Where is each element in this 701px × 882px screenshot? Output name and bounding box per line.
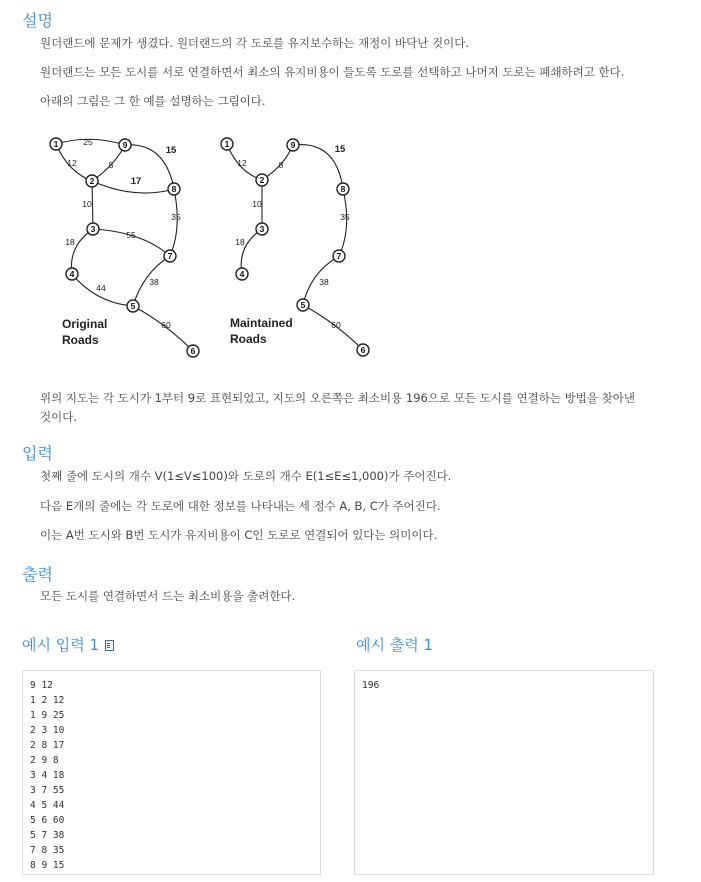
output-paragraph-1: 모든 도시를 연결하면서 드는 최소비용을 출려한다. xyxy=(40,589,296,603)
kept-edge-2-9 xyxy=(262,145,293,180)
description-paragraph-3: 아래의 그림은 그 한 예를 설명하는 그림이다. xyxy=(40,94,266,108)
description-paragraph-4-line-2: 것이다. xyxy=(40,410,77,424)
kept-weight-2-3: 10 xyxy=(252,199,262,209)
node-3: 3 xyxy=(90,224,96,234)
kept-edge-8-7 xyxy=(339,189,347,256)
weight-2-3: 10 xyxy=(82,199,92,209)
input-paragraph-2: 다음 E개의 줄에는 각 도로에 대한 정보를 나타내는 세 정수 A, B, C가 주어진다. xyxy=(40,499,441,513)
original-roads-label-1: Original xyxy=(62,317,108,331)
output-heading: 출력 xyxy=(22,565,53,584)
weight-2-9: 8 xyxy=(108,160,114,170)
weight-7-5: 38 xyxy=(149,277,159,287)
node-2: 2 xyxy=(89,176,95,186)
node-4: 4 xyxy=(69,269,75,279)
input-paragraph-1: 첫째 줄에 도시의 개수 V(1≤V≤100)와 도로의 개수 E(1≤E≤1,000)가 주어진다. xyxy=(40,469,452,483)
weight-5-6: 60 xyxy=(161,320,171,330)
original-roads-label-2: Roads xyxy=(62,333,99,347)
weight-1-2: 12 xyxy=(67,158,77,168)
kept-node-2: 2 xyxy=(259,175,265,185)
kept-node-9: 9 xyxy=(290,140,296,150)
edge-3-4 xyxy=(71,229,93,274)
kept-weight-9-8: 15 xyxy=(334,144,346,155)
weight-3-7: 55 xyxy=(126,230,136,240)
kept-node-1: 1 xyxy=(224,139,230,149)
weight-3-4: 18 xyxy=(65,237,75,247)
description-paragraph-2: 원더랜드는 모든 도시를 서로 연결하면서 최소의 유지비용이 들도록 도로를 선택하고 나머지 도로는 폐쇄하려고 한다. xyxy=(40,65,625,79)
node-9: 9 xyxy=(122,140,128,150)
node-6: 6 xyxy=(190,346,196,356)
node-7: 7 xyxy=(167,251,173,261)
node-8: 8 xyxy=(171,184,177,194)
kept-weight-1-2: 12 xyxy=(237,158,247,168)
kept-weight-2-9: 8 xyxy=(278,160,284,170)
edge-2-3 xyxy=(92,181,93,229)
weight-8-7: 35 xyxy=(171,212,181,222)
kept-node-3: 3 xyxy=(259,224,265,234)
sample-input-title-text: 예시 입력 1 xyxy=(22,636,100,654)
description-paragraph-4-line-1: 위의 지도는 각 도시가 1부터 9로 표현되었고, 지도의 오른쪽은 최소비용 196으로 모든 도시를 연결하는 방법을 찾아낸 xyxy=(40,391,635,405)
description-heading: 설명 xyxy=(22,11,53,30)
kept-node-5: 5 xyxy=(300,300,306,310)
kept-weight-7-5: 38 xyxy=(319,277,329,287)
maintained-roads-label-2: Roads xyxy=(230,332,267,346)
kept-weight-3-4: 18 xyxy=(235,237,245,247)
input-heading: 입력 xyxy=(22,444,53,463)
description-paragraph-1: 원더랜드에 문제가 생겼다. 원더랜드의 각 도로를 유지보수하는 재정이 바닥난 것이다. xyxy=(40,36,470,50)
node-5: 5 xyxy=(130,301,136,311)
kept-weight-5-6: 60 xyxy=(331,320,341,330)
kept-node-4: 4 xyxy=(239,269,245,279)
edge-8-7 xyxy=(170,189,177,256)
weight-9-8: 15 xyxy=(165,145,177,156)
kept-weight-8-7: 35 xyxy=(340,212,350,222)
sample-input-title xyxy=(22,634,114,655)
sample-output-box[interactable]: 196 xyxy=(354,670,654,875)
kept-edge-3-4 xyxy=(241,229,262,274)
copy-icon[interactable] xyxy=(105,640,114,651)
kept-node-8: 8 xyxy=(340,184,346,194)
kept-node-7: 7 xyxy=(336,251,342,261)
input-paragraph-3: 이는 A번 도시와 B번 도시가 유지비용이 C인 도로로 연결되어 있다는 의미이다. xyxy=(40,528,438,542)
sample-output-title: 예시 출력 1 xyxy=(356,636,434,654)
weight-4-5: 44 xyxy=(96,283,106,293)
weight-2-8: 17 xyxy=(130,176,142,187)
kept-node-6: 6 xyxy=(360,345,366,355)
road-map-figure xyxy=(40,128,380,368)
sample-input-box[interactable]: 9 12 1 2 12 1 9 25 2 3 10 2 8 17 2 9 8 3 4 18 3 7 55 4 5 44 5 6 60 5 7 38 7 8 35 8 9 15 xyxy=(22,670,321,875)
weight-1-9: 25 xyxy=(83,137,93,147)
node-1: 1 xyxy=(53,139,59,149)
maintained-roads-label-1: Maintained xyxy=(230,316,293,330)
